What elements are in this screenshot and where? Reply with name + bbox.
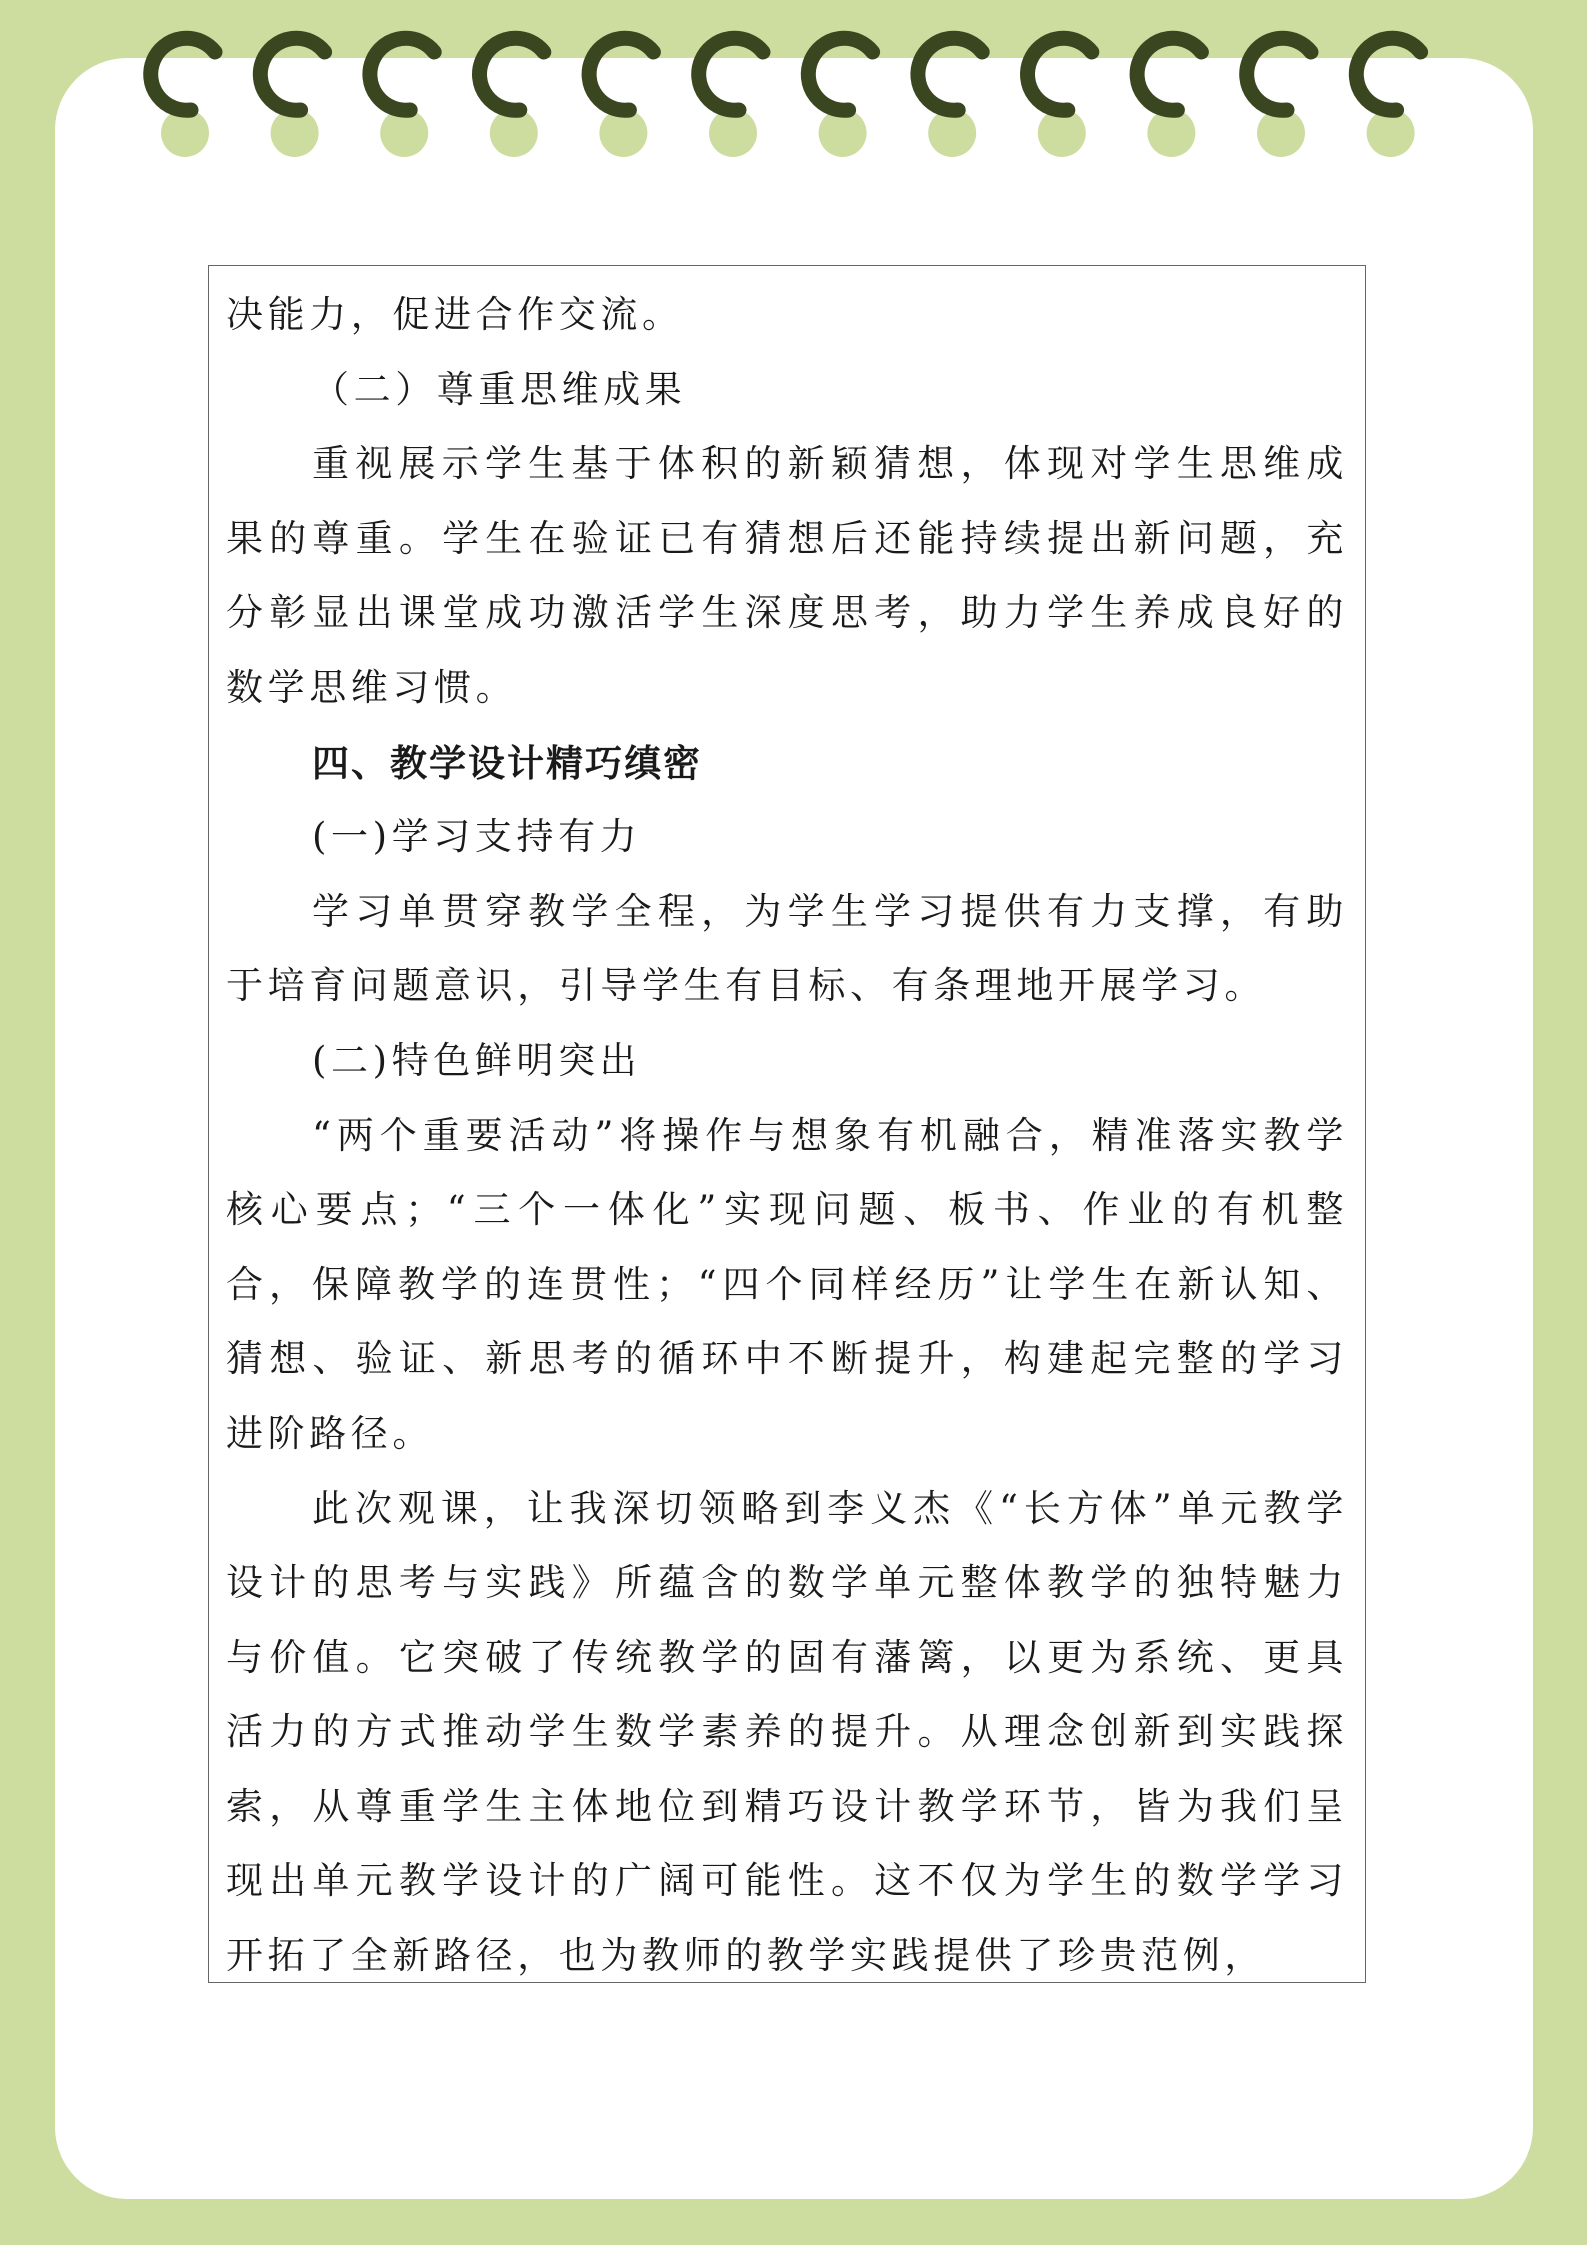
text-frame [208,265,1366,1983]
spiral-ring-icon [1028,38,1092,157]
spiral-ring-icon [918,38,982,157]
paragraph-thinking-results: 重视展示学生基于体积的新颖猜想，体现对学生思维成果的尊重。学生在验证已有猜想后还能持续提出新问题，充分彰显出课堂成功激活学生深度思考，助力学生养成良好的数学思维习惯。 [226,442,1348,709]
paragraph-reflection: 此次观课，让我深切领略到李义杰《“长方体”单元教学设计的思考与实践》所蕴含的数学单元整体教学的独特魅力与价值。它突破了传统教学的固有藩篱，以更为系统、更具活力的方式推动学生数学素养的提升。从理念创新到实践探索，从尊重学生主体地位到精巧设计教学环节，皆为我们呈现出单元教学设计的广阔可能性。这不仅为学生的数学学习开拓了全新路径，也为教师的教学实践提供了珍贵范例， [226,1486,1348,1978]
subheading-learning-support: (一)学习支持有力 [312,815,642,859]
spiral-ring-icon [1137,38,1201,157]
notebook-binding [0,0,1587,170]
subheading-respect-thinking: （二）尊重思维成果 [312,367,687,411]
paragraph-learning-sheet: 学习单贯穿教学全程，为学生学习提供有力支撑，有助于培育问题意识，引导学生有目标、有条理地开展学习。 [226,889,1348,1008]
spiral-ring-icon [589,38,653,157]
subheading-distinct-features: (二)特色鲜明突出 [312,1038,642,1082]
document-body [226,278,1348,1983]
paragraph-features: “两个重要活动”将操作与想象有机融合，精准落实教学核心要点；“三个一体化”实现问题、板书、作业的有机整合，保障教学的连贯性；“四个同样经历”让学生在新认知、猜想、验证、新思考的循环中不断提升，构建起完整的学习进阶路径。 [226,1113,1348,1455]
spiral-ring-icon [151,38,215,157]
spiral-ring-icon [480,38,544,157]
spiral-ring-icon [1247,38,1311,157]
spiral-ring-icon [1356,38,1420,157]
heading-design-section: 四、教学设计精巧缜密 [312,740,702,785]
spiral-ring-icon [808,38,872,157]
spiral-ring-icon [370,38,434,157]
spiral-ring-icon [260,38,324,157]
spiral-ring-icon [699,38,763,157]
paragraph-continuation: 决能力，促进合作交流。 [226,293,684,336]
